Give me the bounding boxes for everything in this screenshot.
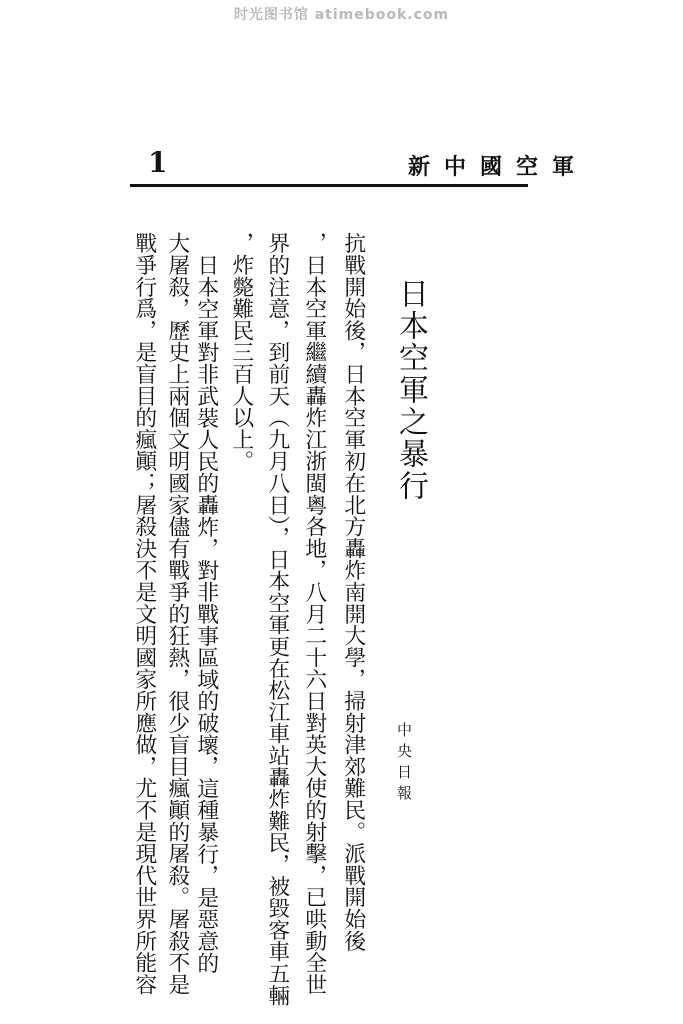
running-head: 新中國空軍 [408,154,589,180]
body-column-7: 戰爭行爲，是盲目的瘋顚；屠殺決不是文明國家所應做，尤不是現代世界所能容 [131,232,157,995]
body-column-5: 日本空軍對非武裝人民的轟炸，對非戰事區域的破壞，這種暴行，是惡意的 [193,254,219,974]
header-rule [130,184,528,187]
page-number: 1 [148,146,168,179]
body-column-1: 抗戰開始後，日本空軍初在北方轟炸南開大學，掃射津郊難民。派戰開始後 [340,232,366,952]
watermark-text: 时光图书馆 atimebook.com [233,7,450,23]
body-column-4: ，炸斃難民三百人以上。 [228,232,254,472]
body-column-2: ，日本空軍繼續轟炸江浙閩粵各地，八月二十六日對英大使的射擊，已哄動全世 [301,232,327,995]
article-title: 日本空軍之暴行 [393,278,428,502]
article-source: 中央日報 [395,722,413,806]
body-column-6: 大屠殺，歷史上兩個文明國家儘有戰爭的狂熱，很少盲目瘋顚的屠殺。屠殺不是 [164,232,190,995]
body-column-3: 界的注意，到前天（九月八日），日本空軍更在松江車站轟炸難民，被毀客車五輛 [264,232,290,1006]
